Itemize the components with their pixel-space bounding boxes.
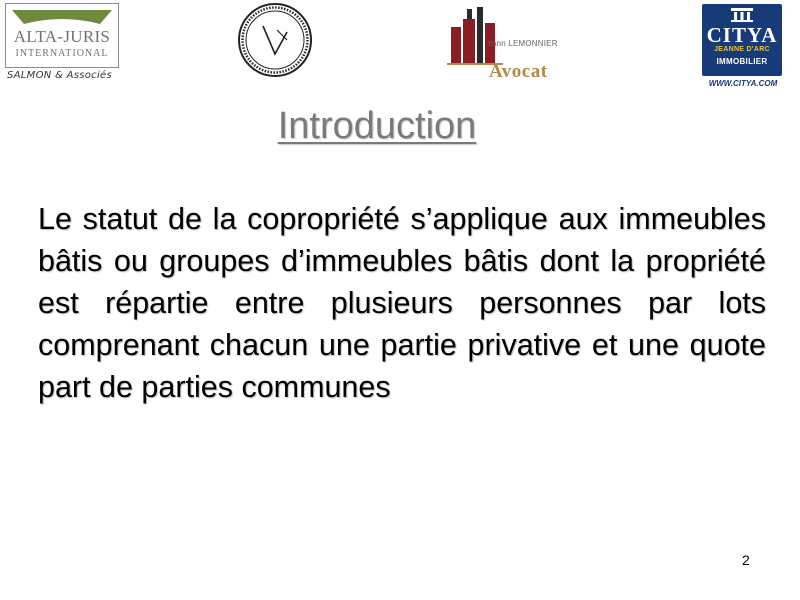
citya-brand: CITYA [706,23,778,47]
citya-line1: JEANNE D'ARC [714,46,770,53]
alta-juris-caption: SALMON & Associés [7,70,113,81]
citya-logo-box [702,4,782,76]
avocat-title: Avocat [489,61,548,82]
alta-juris-subtitle: INTERNATIONAL [15,48,109,59]
building-blocks-icon [443,5,503,69]
alta-juris-title: ALTA-JURIS [13,27,111,46]
slide-title: Introduction [277,105,477,147]
alta-juris-logo [5,3,130,85]
wing-icon [10,8,114,28]
columns-icon [731,8,753,22]
seal-logo [237,2,313,78]
page-number: 2 [742,552,750,568]
citya-line2: IMMOBILIER [716,57,768,66]
alta-juris-logo-box [5,3,119,68]
avocat-name: Yann LEMONNIER [487,39,558,48]
slide-body-text: Le statut de la copropriété s’applique aux immeubles bâtis ou groupes d’immeubles bâtis dont la propriété est répartie entre plusieurs personnes par lots comprenant chacun une partie privative et une quote part de parties communes [38,202,766,404]
circular-seal-icon [237,2,313,78]
avocat-logo [435,5,570,85]
citya-logo [702,4,784,92]
citya-url: WWW.CITYA.COM [708,79,778,88]
